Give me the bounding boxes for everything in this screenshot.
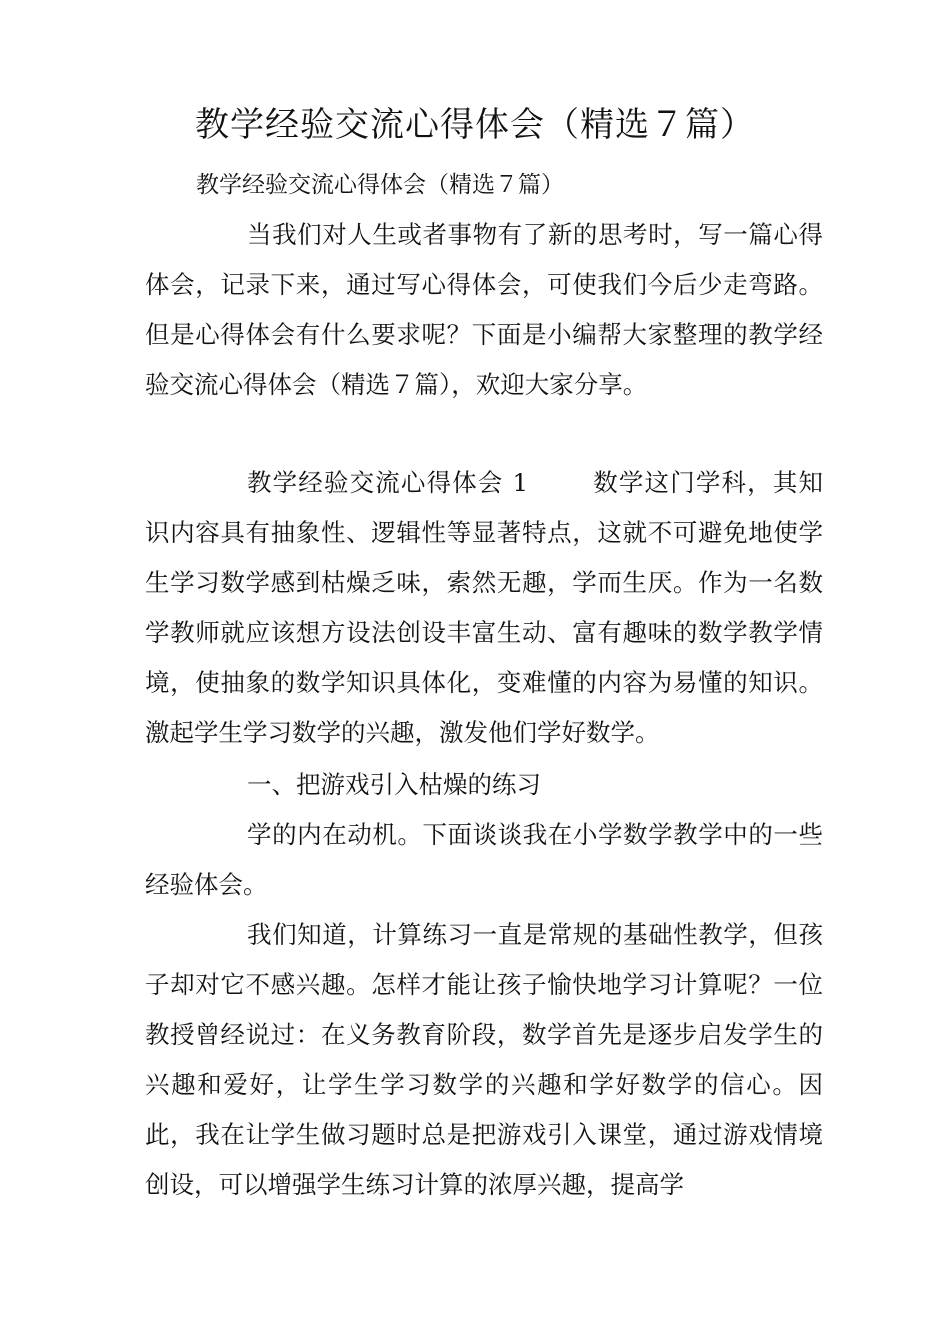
section-1-heading: 教学经验交流心得体会 1 [247, 468, 529, 497]
games-paragraph: 我们知道，计算练习一直是常规的基础性教学，但孩子却对它不感兴趣。怎样才能让孩子愉快地学习计算呢？一位教授曾经说过：在义务教育阶段，数学首先是逐步启发学生的兴趣和爱好，让学生学习数学的兴趣和学好数学的信心。因此，我在让学生做习题时总是把游戏引入课堂，通过游戏情境创设，可以增强学生练习计算的浓厚兴趣，提高学 [145, 920, 823, 1199]
section-1-paragraph [145, 458, 823, 758]
document-subtitle: 教学经验交流心得体会（精选７篇） [196, 172, 564, 198]
section-1-body: 数学这门学科，其知识内容具有抽象性、逻辑性等显著特点，这就不可避免地使学生学习数学感到枯燥乏味，索然无趣，学而生厌。作为一名数学教师就应该想方设法创设丰富生动、富有趣味的数学教学情境，使抽象的数学知识具体化，变难懂的内容为易懂的知识。激起学生学习数学的兴趣，激发他们学好数学。 [145, 468, 823, 747]
subheading-games: 一、把游戏引入枯燥的练习 [247, 770, 541, 799]
motivation-paragraph: 学的内在动机。下面谈谈我在小学数学教学中的一些经验体会。 [145, 820, 823, 899]
document-title: 教学经验交流心得体会（精选７篇） [195, 105, 755, 145]
intro-paragraph: 当我们对人生或者事物有了新的思考时，写一篇心得体会，记录下来，通过写心得体会，可使我们今后少走弯路。但是心得体会有什么要求呢？下面是小编帮大家整理的教学经验交流心得体会（精选７篇），欢迎大家分享。 [145, 220, 823, 399]
